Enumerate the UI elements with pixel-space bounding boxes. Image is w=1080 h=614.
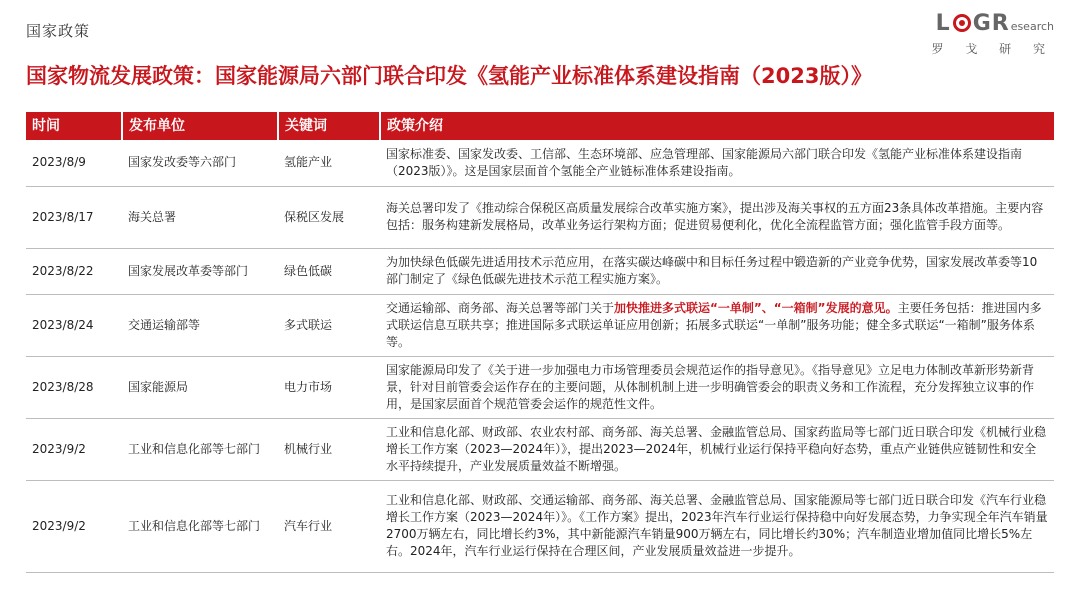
policy-table [26, 112, 1054, 573]
logo-research: esearch [1010, 20, 1054, 33]
cell-keyword: 机械行业 [278, 418, 380, 480]
cell-unit: 工业和信息化部等七部门 [122, 418, 278, 480]
cell-description [380, 186, 1054, 248]
table-row [26, 480, 1054, 572]
cell-keyword: 绿色低碳 [278, 248, 380, 294]
cell-keyword: 电力市场 [278, 356, 380, 418]
cell-description [380, 248, 1054, 294]
cell-keyword: 保税区发展 [278, 186, 380, 248]
desc-text: 国家能源局印发了《关于进一步加强电力市场管理委员会规范运作的指导意见》。《指导意见》立足电力体制改革新形势新背景，针对目前管委会运作存在的主要问题，从体制机制上进一步明确管委会的职责义务和工作流程，充分发挥独立议事的作用，是国家层面首个规范管委会运作的规范性文件。 [386, 362, 1035, 411]
cell-date: 2023/9/2 [26, 480, 122, 572]
desc-text-after: 主要任务包括：推进国内多式联运信息互联共享；推进国际多式联运单证应用创新；拓展多式联运“一单制”服务功能；健全多式联运“一箱制”服务体系等。 [386, 300, 1042, 349]
table-row [26, 418, 1054, 480]
cell-date: 2023/8/28 [26, 356, 122, 418]
logo-letter-l: L [935, 10, 951, 36]
table-header-row [26, 112, 1054, 140]
logo-subtitle: 罗 戈 研 究 [931, 42, 1054, 56]
header-unit: 发布单位 [122, 112, 278, 140]
desc-text: 海关总署印发了《推动综合保税区高质量发展综合改革实施方案》，提出涉及海关事权的五方面23条具体改革措施。主要内容包括：服务构建新发展格局，改革业务运行架构方面；促进贸易便利化，优化全流程监管方面；强化监管手段方面等。 [386, 201, 1044, 232]
table-row [26, 356, 1054, 418]
page-title: 国家物流发展政策：国家能源局六部门联合印发《氢能产业标准体系建设指南（2023版）》 [26, 64, 872, 88]
cell-date: 2023/8/9 [26, 140, 122, 186]
desc-text: 国家标准委、国家发改委、工信部、生态环境部、应急管理部、国家能源局六部门联合印发《氢能产业标准体系建设指南（2023版）》。这是国家层面首个氢能全产业链标准体系建设指南。 [386, 146, 1023, 178]
cell-date: 2023/8/24 [26, 294, 122, 356]
section-label: 国家政策 [26, 22, 91, 40]
cell-unit: 工业和信息化部等七部门 [122, 480, 278, 572]
table-row [26, 294, 1054, 356]
cell-date: 2023/8/22 [26, 248, 122, 294]
cell-date: 2023/9/2 [26, 418, 122, 480]
logr-logo [914, 8, 1054, 60]
header-date: 时间 [26, 112, 122, 140]
table-row [26, 186, 1054, 248]
desc-highlight: 加快推进多式联运“一单制”、“一箱制”发展的意见。 [614, 300, 898, 315]
cell-description [380, 480, 1054, 572]
cell-keyword: 氢能产业 [278, 140, 380, 186]
cell-keyword: 汽车行业 [278, 480, 380, 572]
header-keyword: 关键词 [278, 112, 380, 140]
cell-unit: 海关总署 [122, 186, 278, 248]
desc-text: 交通运输部、商务部、海关总署等部门关于 [386, 300, 615, 315]
desc-text: 工业和信息化部、财政部、农业农村部、商务部、海关总署、金融监管总局、国家药监局等七部门近日联合印发《机械行业稳增长工作方案（2023—2024年）》，提出2023—2024年，机械行业运行保持平稳向好态势，重点产业链供应链韧性和安全水平持续提升，产业发展质量效益不断增强。 [386, 424, 1047, 473]
table-row [26, 140, 1054, 186]
desc-text: 为加快绿色低碳先进适用技术示范应用，在落实碳达峰碳中和目标任务过程中锻造新的产业竞争优势，国家发展改革委等10部门制定了《绿色低碳先进技术示范工程实施方案》。 [386, 255, 1038, 286]
desc-text: 工业和信息化部、财政部、交通运输部、商务部、海关总署、金融监管总局、国家能源局等七部门近日联合印发《汽车行业稳增长工作方案（2023—2024年）》。《工作方案》提出，2023年汽车行业运行保持稳中向好发展态势，力争实现全年汽车销量2700万辆左右，同比增长约3%，其中新能源汽车销量900万辆左右，同比增长约30%；汽车制造业增加值同比增长5%左右。2024年，汽车行业运行保持在合理区间，产业发展质量效益进一步提升。 [386, 493, 1048, 558]
cell-date: 2023/8/17 [26, 186, 122, 248]
cell-description [380, 294, 1054, 356]
cell-unit: 国家发改委等六部门 [122, 140, 278, 186]
cell-description [380, 140, 1054, 186]
cell-unit: 国家能源局 [122, 356, 278, 418]
cell-unit: 国家发展改革委等部门 [122, 248, 278, 294]
table-row [26, 248, 1054, 294]
cell-description [380, 418, 1054, 480]
logo-letters-gr: GR [972, 10, 1010, 36]
cell-keyword: 多式联运 [278, 294, 380, 356]
cell-description [380, 356, 1054, 418]
cell-unit: 交通运输部等 [122, 294, 278, 356]
logo-ring-icon [953, 14, 971, 32]
header-description: 政策介绍 [380, 112, 1054, 140]
